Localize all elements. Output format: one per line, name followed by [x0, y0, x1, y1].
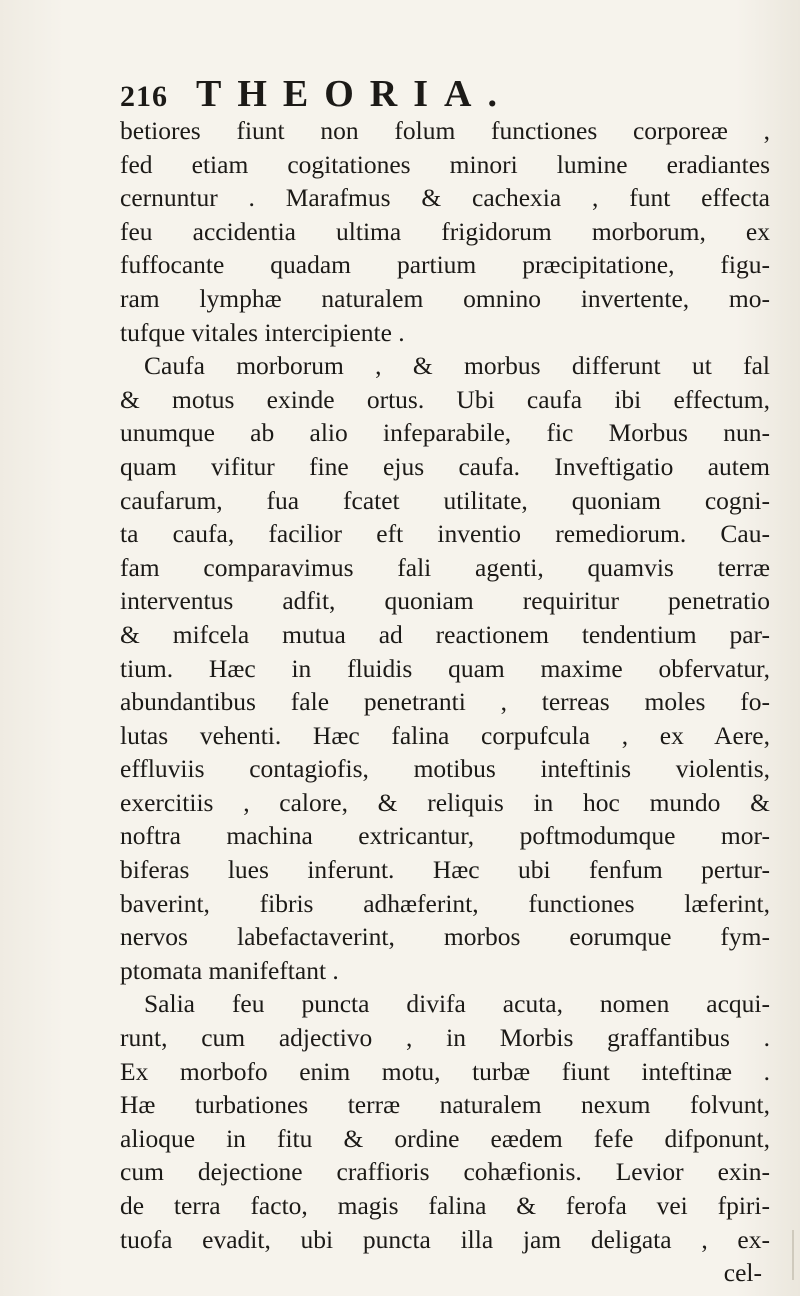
text-line: cum dejectione craffioris cohæfionis. Levior exin-	[120, 1157, 770, 1187]
text-line: tufque vitales intercipiente .	[120, 317, 405, 347]
catchword: cel-	[723, 1258, 762, 1288]
text-line: feu accidentia ultima frigidorum morborum, ex	[120, 216, 770, 246]
page-number: 216	[120, 80, 168, 113]
text-line: fuffocante quadam partium præcipitatione, figu-	[120, 250, 770, 280]
text-line: fam comparavimus fali agenti, quamvis terræ	[120, 552, 770, 582]
text-line: unumque ab alio infeparabile, fic Morbus nun-	[120, 418, 770, 448]
text-line: tuofa evadit, ubi puncta illa jam deligata , ex-	[120, 1224, 770, 1254]
text-line: & motus exinde ortus. Ubi caufa ibi effectum,	[120, 384, 770, 414]
text-line: ptomata manifeftant .	[120, 955, 339, 985]
text-line: lutas vehenti. Hæc falina corpufcula , ex Aere,	[120, 720, 770, 750]
text-line: noftra machina extricantur, poftmodumque mor-	[120, 821, 770, 851]
text-line: biferas lues inferunt. Hæc ubi fenfum pertur-	[120, 855, 770, 885]
text-line: tium. Hæc in fluidis quam maxime obfervatur,	[120, 653, 770, 683]
text-line: effluviis contagiofis, motibus inteftinis violentis,	[120, 754, 770, 784]
page-header	[120, 72, 513, 116]
text-line: & mifcela mutua ad reactionem tendentium par-	[120, 619, 770, 649]
text-line: runt, cum adjectivo , in Morbis graffantibus .	[120, 1023, 770, 1053]
page-edge-mark	[792, 1230, 794, 1280]
text-line: baverint, fibris adhæferint, functiones læferint,	[120, 888, 770, 918]
text-line: quam vifitur fine ejus caufa. Inveftigatio autem	[120, 451, 770, 481]
text-line: cernuntur . Marafmus & cachexia , funt effecta	[120, 183, 770, 213]
text-line: Ex morbofo enim motu, turbæ fiunt inteftinæ .	[120, 1056, 770, 1086]
text-line: Salia feu puncta divifa acuta, nomen acqui-	[144, 989, 770, 1019]
text-line: abundantibus fale penetranti , terreas moles fo-	[120, 687, 770, 717]
running-title: THEORIA.	[196, 73, 513, 115]
text-line: de terra facto, magis falina & ferofa vei fpiri-	[120, 1191, 770, 1220]
body-text	[120, 114, 770, 1290]
text-line: caufarum, fua fcatet utilitate, quoniam cogni-	[120, 485, 770, 515]
text-line: ta caufa, facilior eft inventio remediorum. Cau-	[120, 519, 770, 549]
text-line: fed etiam cogitationes minori lumine eradiantes	[120, 149, 770, 179]
text-line: exercitiis , calore, & reliquis in hoc mundo &	[120, 787, 770, 817]
text-line: nervos labefactaverint, morbos eorumque fym-	[120, 922, 770, 952]
text-line: Caufa morborum , & morbus differunt ut fal	[144, 351, 770, 381]
text-line: Hæ turbationes terræ naturalem nexum folvunt,	[120, 1090, 770, 1120]
text-line: interventus adfit, quoniam requiritur penetratio	[120, 586, 770, 616]
text-line: betiores fiunt non folum functiones corporeæ ,	[120, 116, 770, 145]
text-line: ram lymphæ naturalem omnino invertente, mo-	[120, 283, 770, 313]
text-line: alioque in fitu & ordine eædem fefe difponunt,	[120, 1123, 770, 1153]
